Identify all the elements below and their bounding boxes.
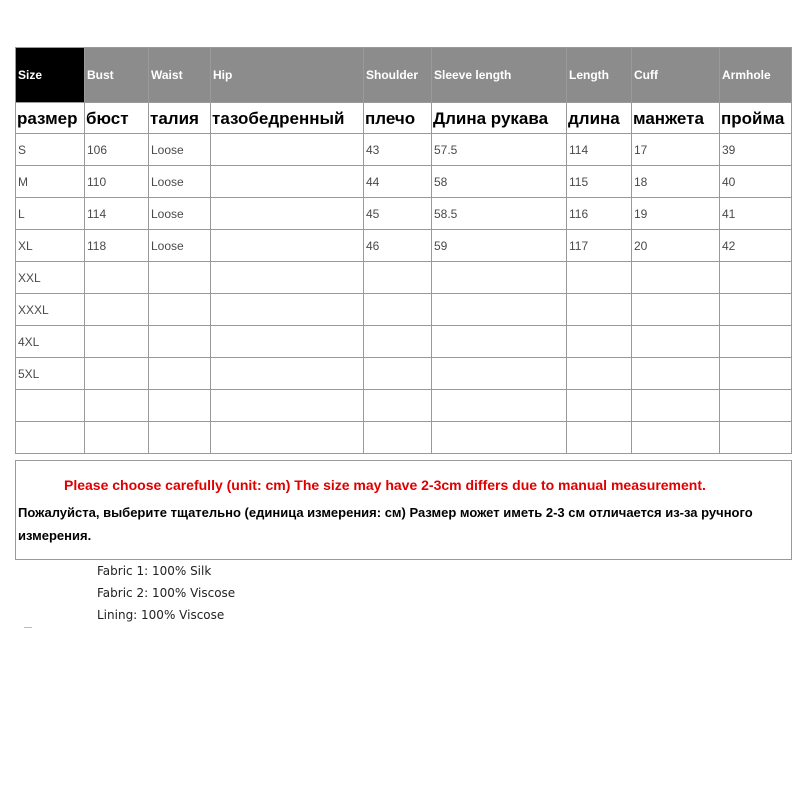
table-cell: Loose [149, 198, 211, 230]
table-cell [211, 390, 364, 422]
table-cell [432, 358, 567, 390]
header-cell-ru: длина [567, 103, 632, 134]
table-cell [16, 422, 85, 454]
table-cell [720, 390, 792, 422]
table-row [16, 230, 792, 262]
table-cell [567, 294, 632, 326]
table-cell: M [16, 166, 85, 198]
table-cell [632, 358, 720, 390]
table-cell: 40 [720, 166, 792, 198]
header-cell: Size [16, 48, 85, 103]
table-cell [85, 294, 149, 326]
table-cell [720, 422, 792, 454]
size-chart-table [15, 47, 792, 454]
table-cell: 43 [364, 134, 432, 166]
table-cell: 58.5 [432, 198, 567, 230]
table-cell: 114 [85, 198, 149, 230]
table-cell [432, 262, 567, 294]
table-cell [432, 422, 567, 454]
notice-english: Please choose carefully (unit: cm) The size may have 2-3cm differs due to manual measurement. [64, 477, 706, 493]
table-cell [211, 198, 364, 230]
size-notice [15, 460, 792, 560]
header-cell-ru: манжета [632, 103, 720, 134]
fabric-info [97, 560, 235, 626]
table-cell [567, 262, 632, 294]
table-cell [364, 390, 432, 422]
table-cell: 45 [364, 198, 432, 230]
header-cell-ru: талия [149, 103, 211, 134]
table-row [16, 198, 792, 230]
table-cell [720, 294, 792, 326]
table-cell [85, 390, 149, 422]
table-cell: XXXL [16, 294, 85, 326]
header-cell: Bust [85, 48, 149, 103]
table-cell: 117 [567, 230, 632, 262]
table-cell [149, 358, 211, 390]
table-row [16, 358, 792, 390]
table-cell [632, 262, 720, 294]
table-cell [432, 390, 567, 422]
table-cell [85, 358, 149, 390]
table-cell: 19 [632, 198, 720, 230]
table-cell: 44 [364, 166, 432, 198]
table-cell: 59 [432, 230, 567, 262]
table-cell [432, 326, 567, 358]
table-cell [364, 422, 432, 454]
table-cell [85, 422, 149, 454]
header-cell-ru: тазобедренный [211, 103, 364, 134]
table-row [16, 326, 792, 358]
table-cell: S [16, 134, 85, 166]
table-cell [16, 390, 85, 422]
table-cell: 106 [85, 134, 149, 166]
table-cell: 115 [567, 166, 632, 198]
table-cell: 118 [85, 230, 149, 262]
table-cell [211, 262, 364, 294]
table-cell: Loose [149, 134, 211, 166]
header-cell: Shoulder [364, 48, 432, 103]
table-cell [632, 390, 720, 422]
table-cell [432, 294, 567, 326]
table-cell: L [16, 198, 85, 230]
table-cell [720, 326, 792, 358]
table-row [16, 294, 792, 326]
table-cell [149, 422, 211, 454]
table-cell: XXL [16, 262, 85, 294]
header-row [16, 48, 792, 103]
table-cell: 57.5 [432, 134, 567, 166]
table-cell: 41 [720, 198, 792, 230]
header-cell-ru: пройма [720, 103, 792, 134]
table-cell [720, 358, 792, 390]
fabric-line-1: Fabric 1: 100% Silk [97, 564, 212, 578]
header-cell: Cuff [632, 48, 720, 103]
table-cell: 58 [432, 166, 567, 198]
table-cell [567, 390, 632, 422]
table-cell: 116 [567, 198, 632, 230]
lining-line: Lining: 100% Viscose [97, 608, 225, 622]
table-cell [211, 166, 364, 198]
table-cell: 4XL [16, 326, 85, 358]
header-cell: Waist [149, 48, 211, 103]
table-cell [211, 294, 364, 326]
table-cell [632, 326, 720, 358]
table-cell [149, 294, 211, 326]
header-cell-ru: размер [16, 103, 85, 134]
fabric-line-2: Fabric 2: 100% Viscose [97, 586, 236, 600]
table-cell [364, 262, 432, 294]
header-cell-ru: Длина рукава [432, 103, 567, 134]
table-cell [149, 390, 211, 422]
table-cell [567, 422, 632, 454]
table-cell [85, 326, 149, 358]
table-cell: Loose [149, 230, 211, 262]
table-cell [211, 422, 364, 454]
header-cell: Armhole [720, 48, 792, 103]
table-row [16, 390, 792, 422]
table-cell [364, 358, 432, 390]
table-cell [211, 326, 364, 358]
table-row [16, 422, 792, 454]
table-cell [632, 422, 720, 454]
table-cell [211, 134, 364, 166]
header-cell-ru: плечо [364, 103, 432, 134]
table-cell: 46 [364, 230, 432, 262]
dash-mark [24, 627, 32, 628]
table-cell: 5XL [16, 358, 85, 390]
table-cell [149, 326, 211, 358]
header-cell: Hip [211, 48, 364, 103]
table-cell: 114 [567, 134, 632, 166]
table-cell [211, 230, 364, 262]
table-cell [364, 326, 432, 358]
header-cell-ru: бюст [85, 103, 149, 134]
table-cell [632, 294, 720, 326]
table-row [16, 166, 792, 198]
table-cell [85, 262, 149, 294]
table-cell [149, 262, 211, 294]
table-cell: 17 [632, 134, 720, 166]
table-cell: 39 [720, 134, 792, 166]
table-cell: Loose [149, 166, 211, 198]
header-cell: Length [567, 48, 632, 103]
table-cell: 20 [632, 230, 720, 262]
table-cell: 110 [85, 166, 149, 198]
table-cell [364, 294, 432, 326]
table-cell: 42 [720, 230, 792, 262]
table-cell: XL [16, 230, 85, 262]
table-row [16, 262, 792, 294]
header-row-ru [16, 103, 792, 134]
notice-russian: Пожалуйста, выберите тщательно (единица измерения: см) Размер может иметь 2-3 см отличается из-за ручного измерения. [18, 505, 753, 543]
table-cell: 18 [632, 166, 720, 198]
table-cell [211, 358, 364, 390]
table-cell [567, 326, 632, 358]
table-cell [567, 358, 632, 390]
table-cell [720, 262, 792, 294]
table-row [16, 134, 792, 166]
header-cell: Sleeve length [432, 48, 567, 103]
